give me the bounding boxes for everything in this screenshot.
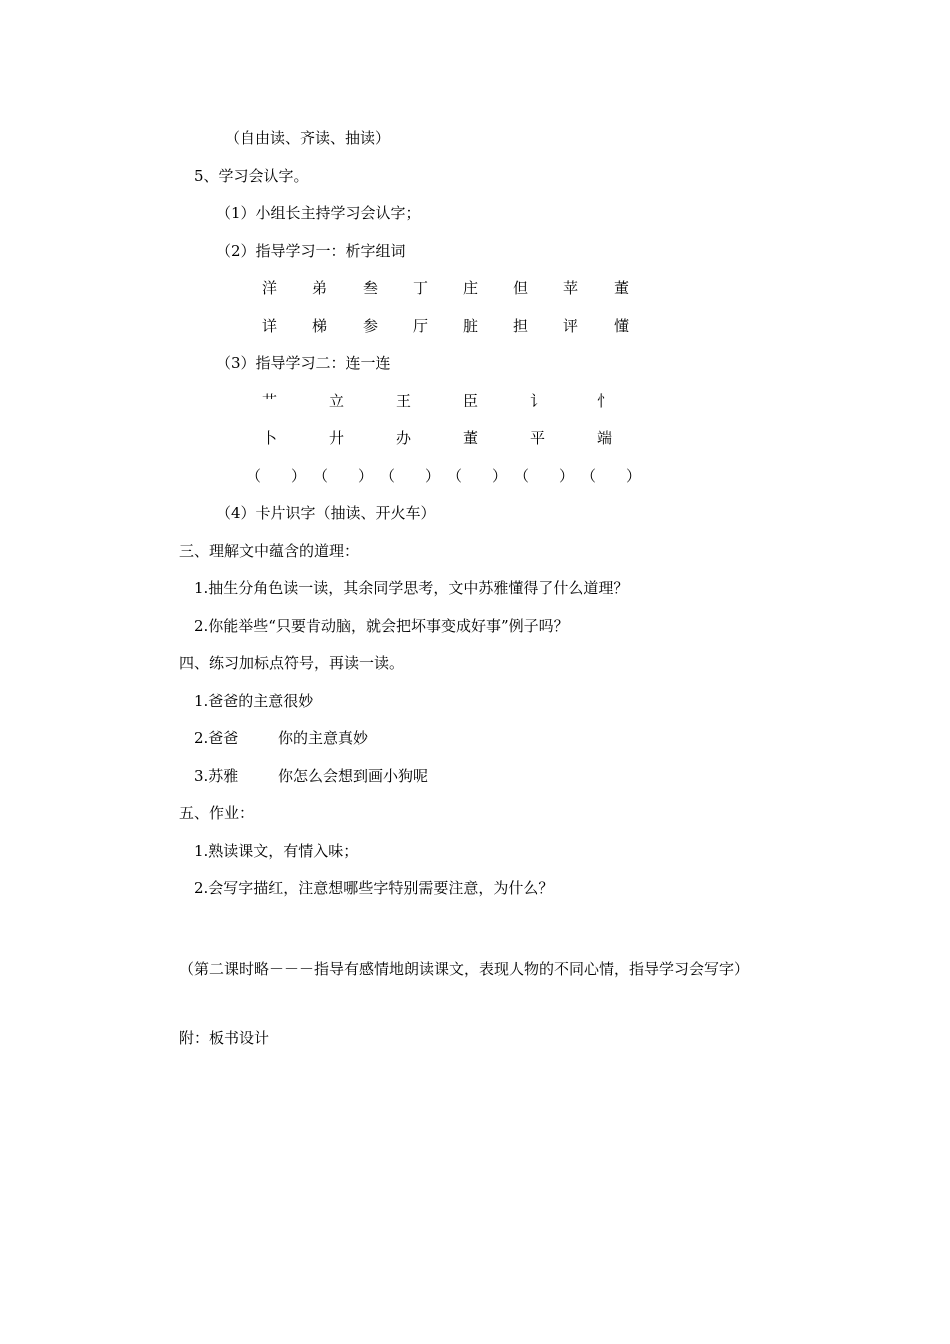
answer-blank: （ ） bbox=[514, 467, 575, 485]
char-cell: 叁 bbox=[363, 279, 379, 297]
char-cell: 庄 bbox=[463, 279, 479, 297]
char-cell: 梯 bbox=[312, 317, 328, 335]
section-3-heading: 三、理解文中蕴含的道理： bbox=[179, 542, 360, 560]
section-4-heading: 四、练习加标点符号，再读一读。 bbox=[179, 654, 405, 672]
char-cell: 董 bbox=[614, 279, 630, 297]
board-design-heading: 附：板书设计 bbox=[179, 1029, 270, 1047]
part-cell: 办 bbox=[396, 429, 412, 447]
char-cell: 担 bbox=[513, 317, 529, 335]
section-4-item-2-text: 你的主意真妙 bbox=[278, 729, 369, 747]
answer-blank: （ ） bbox=[380, 467, 441, 485]
char-cell: 苹 bbox=[563, 279, 579, 297]
radical-cell: 立 bbox=[329, 392, 345, 410]
step-5-heading: 5、学习会认字。 bbox=[194, 167, 309, 185]
part-cell: 董 bbox=[463, 429, 479, 447]
char-cell: 懂 bbox=[614, 317, 630, 335]
answer-blank: （ ） bbox=[447, 467, 508, 485]
radical-cell: 臣 bbox=[463, 392, 479, 410]
section-4-item-3-text: 你怎么会想到画小狗呢 bbox=[278, 767, 429, 785]
step-5-3: （3）指导学习二：连一连 bbox=[216, 354, 391, 372]
radical-cell: 艹 bbox=[262, 392, 278, 410]
char-cell: 详 bbox=[262, 317, 278, 335]
part-cell: 廾 bbox=[329, 429, 345, 447]
char-cell: 弟 bbox=[312, 279, 328, 297]
homework-item-1: 1.熟读课文，有情入味； bbox=[194, 842, 359, 860]
section-4-item-3-label: 3.苏雅 bbox=[194, 767, 239, 785]
answer-blank: （ ） bbox=[581, 467, 642, 485]
char-cell: 参 bbox=[363, 317, 379, 335]
answer-blank: （ ） bbox=[313, 467, 374, 485]
read-methods-note: （自由读、齐读、抽读） bbox=[225, 129, 391, 147]
answer-blank: （ ） bbox=[246, 467, 307, 485]
char-cell: 脏 bbox=[463, 317, 479, 335]
radical-cell: 讠 bbox=[530, 392, 546, 410]
homework-item-2: 2.会写字描红，注意想哪些字特别需要注意，为什么？ bbox=[194, 879, 554, 897]
radical-cell: 王 bbox=[396, 392, 412, 410]
char-cell: 评 bbox=[563, 317, 579, 335]
part-cell: 平 bbox=[530, 429, 546, 447]
section-5-heading: 五、作业： bbox=[179, 804, 255, 822]
char-cell: 但 bbox=[513, 279, 529, 297]
second-lesson-note: （第二课时略－－－指导有感情地朗读课文，表现人物的不同心情，指导学习会写字） bbox=[179, 960, 750, 978]
char-cell: 丁 bbox=[413, 279, 429, 297]
section-4-item-1: 1.爸爸的主意很妙 bbox=[194, 692, 314, 710]
char-cell: 厅 bbox=[413, 317, 429, 335]
step-5-1: （1）小组长主持学习会认字； bbox=[216, 204, 421, 222]
section-4-item-2-label: 2.爸爸 bbox=[194, 729, 239, 747]
part-cell: 卜 bbox=[262, 429, 278, 447]
step-5-4: （4）卡片识字（抽读、开火车） bbox=[216, 504, 436, 522]
char-cell: 洋 bbox=[262, 279, 278, 297]
step-5-2: （2）指导学习一：析字组词 bbox=[216, 242, 406, 260]
section-3-item-2: 2.你能举些“只要肯动脑，就会把坏事变成好事”例子吗？ bbox=[194, 617, 569, 635]
radical-cell: 忄 bbox=[597, 392, 613, 410]
section-3-item-1: 1.抽生分角色读一读，其余同学思考，文中苏雅懂得了什么道理？ bbox=[194, 579, 629, 597]
part-cell: 端 bbox=[597, 429, 613, 447]
